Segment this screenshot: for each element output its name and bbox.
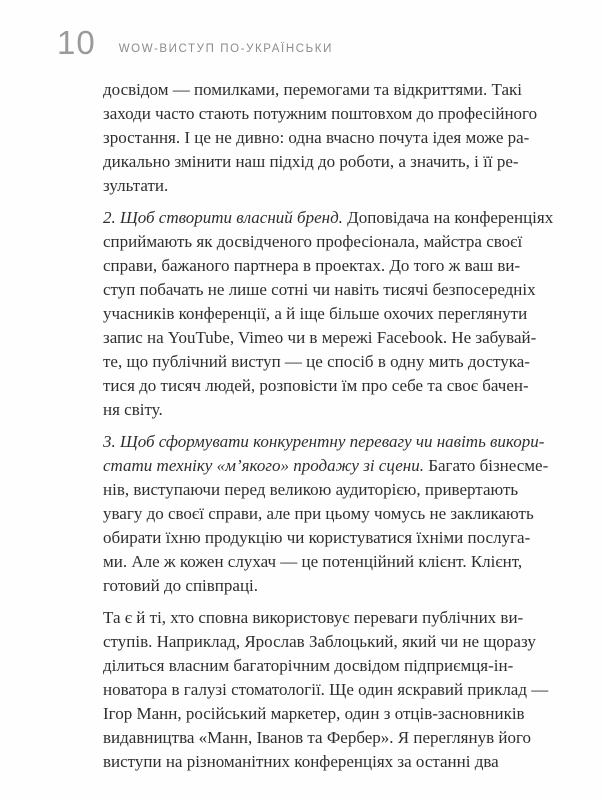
text-line (103, 254, 568, 278)
text-line (103, 78, 568, 102)
text-segment: зростання. І це не дивно: одна вчасно почута ідея може ра- (103, 128, 530, 147)
text-line (103, 374, 568, 398)
text-segment: зультати. (103, 176, 169, 195)
text-block (103, 78, 568, 782)
text-segment: видавництва «Манн, Іванов та Фербер». Я переглянув його (103, 728, 531, 747)
text-segment: запис на YouTube, Vimeo чи в мережі Facebook. Не забувай- (103, 328, 537, 347)
text-segment: ділиться власним багаторічним досвідом підприємця-ін- (103, 656, 514, 675)
text-segment: увагу до своєї справи, але при цьому чомусь не закликають (103, 504, 534, 523)
running-title: WOW-ВИСТУП ПО-УКРАЇНСЬКИ (118, 43, 333, 55)
text-segment: справи, бажаного партнера в проектах. До того ж ваш ви- (103, 256, 521, 275)
text-line (103, 750, 568, 774)
text-line (103, 726, 568, 750)
text-line (103, 174, 568, 198)
text-line (103, 702, 568, 726)
text-segment: 2. Щоб створити власний бренд. (103, 208, 343, 227)
text-segment: ми. Але ж кожен слухач — це потенційний клієнт. Клієнт, (103, 552, 523, 571)
text-segment: ступів. Наприклад, Ярослав Заблоцький, який чи не щоразу (103, 632, 536, 651)
text-segment: виступи на різноманітних конференціях за останні два (103, 752, 499, 771)
text-segment: Ігор Манн, російський маркетер, один з отців-засновників (103, 704, 525, 723)
text-segment: Та є й ті, хто сповна використовує переваги публічних ви- (103, 608, 524, 627)
text-segment: обирати їхню продукцію чи користуватися їхніми послуга- (103, 528, 531, 547)
text-segment: учасників конференції, а й іще більше охочих переглянути (103, 304, 528, 323)
text-line (103, 326, 568, 350)
text-segment: дикально змінити наш підхід до роботи, а значить, і її ре- (103, 152, 519, 171)
text-segment: ступ побачать не лише сотні чи навіть тисячі безпосередніх (103, 280, 536, 299)
text-segment: Доповідача на конференціях (342, 208, 554, 227)
paragraph (103, 430, 568, 598)
text-line (103, 398, 568, 422)
text-segment: тися до тисяч людей, розповісти їм про себе та своє бачен- (103, 376, 529, 395)
text-line (103, 574, 568, 598)
text-segment: стати техніку «м’якого» продажу зі сцени. (103, 456, 424, 475)
text-segment: те, що публічний виступ — це спосіб в одну мить достука- (103, 352, 530, 371)
page-header (57, 26, 333, 59)
paragraph (103, 206, 568, 422)
text-segment: ня світу. (103, 400, 163, 419)
paragraph (103, 78, 568, 198)
text-line (103, 126, 568, 150)
text-line (103, 350, 568, 374)
text-segment: сприймають як досвідченого професіонала, майстра своєї (103, 232, 523, 251)
text-line (103, 654, 568, 678)
text-line (103, 502, 568, 526)
text-segment: нів, виступаючи перед великою аудиторією, привертають (103, 480, 519, 499)
text-line (103, 678, 568, 702)
text-segment: заходи часто стають потужним поштовхом до професійного (103, 104, 538, 123)
text-segment: 3. Щоб сформувати конкурентну перевагу чи навіть викори- (103, 432, 545, 451)
text-segment: Багато бізнесме- (424, 456, 549, 475)
text-line (103, 606, 568, 630)
text-line (103, 278, 568, 302)
text-line (103, 150, 568, 174)
text-line (103, 230, 568, 254)
text-line (103, 430, 568, 454)
text-segment: досвідом — помилками, перемогами та відкриттями. Такі (103, 80, 523, 99)
text-segment: новатора в галузі стоматології. Ще один яскравий приклад — (103, 680, 549, 699)
text-line (103, 454, 568, 478)
page-number: 10 (57, 24, 96, 61)
text-line (103, 206, 568, 230)
text-line (103, 630, 568, 654)
text-line (103, 526, 568, 550)
paragraph (103, 606, 568, 774)
text-line (103, 102, 568, 126)
text-line (103, 478, 568, 502)
text-line (103, 550, 568, 574)
text-line (103, 302, 568, 326)
text-segment: готовий до співпраці. (103, 576, 259, 595)
